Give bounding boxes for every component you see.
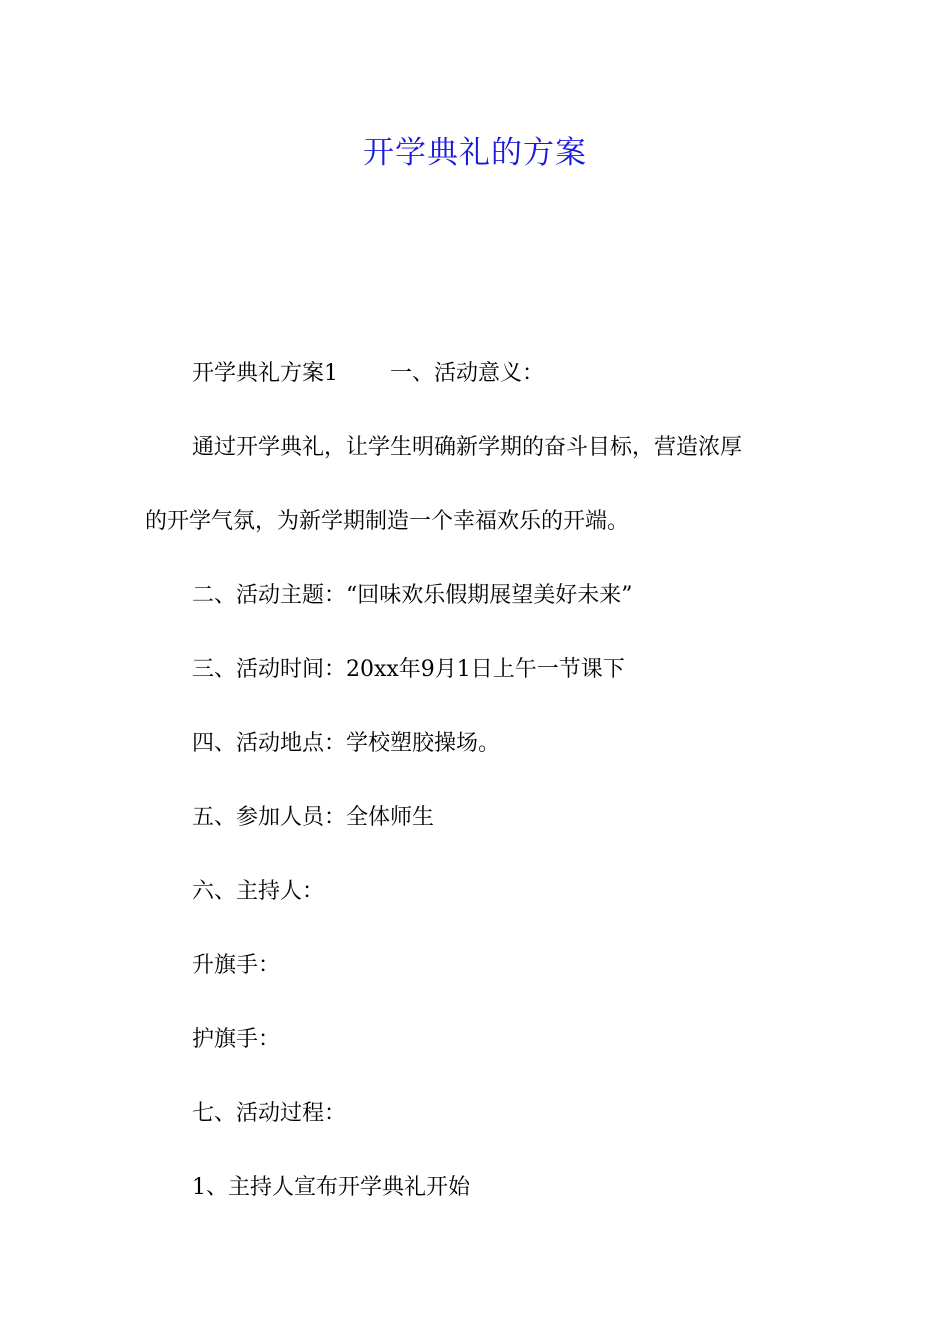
paragraph: 1、主持人宣布开学典礼开始: [192, 1175, 470, 1200]
document-body: [145, 337, 810, 1225]
paragraph-text: 一、活动意义：: [390, 361, 545, 386]
paragraph: 二、活动主题：“回味欢乐假期展望美好未来”: [192, 583, 633, 608]
section-label: 开学典礼方案1: [192, 361, 338, 386]
paragraph: 七、活动过程：: [192, 1101, 347, 1126]
paragraph-section-heading: [145, 337, 810, 411]
paragraph: 三、活动时间：20xx年9月1日上午一节课下: [192, 657, 625, 682]
paragraph: 护旗手：: [192, 1027, 281, 1052]
paragraph: 通过开学典礼，让学生明确新学期的奋斗目标，营造浓厚: [192, 435, 743, 460]
paragraph: 六、主持人：: [192, 879, 325, 904]
paragraph: 五、参加人员：全体师生: [192, 805, 435, 830]
paragraph: 四、活动地点：学校塑胶操场。: [192, 731, 501, 756]
paragraph: 升旗手：: [192, 953, 281, 978]
paragraph: 的开学气氛，为新学期制造一个幸福欢乐的开端。: [145, 509, 630, 534]
document-title: 开学典礼的方案: [363, 135, 587, 171]
